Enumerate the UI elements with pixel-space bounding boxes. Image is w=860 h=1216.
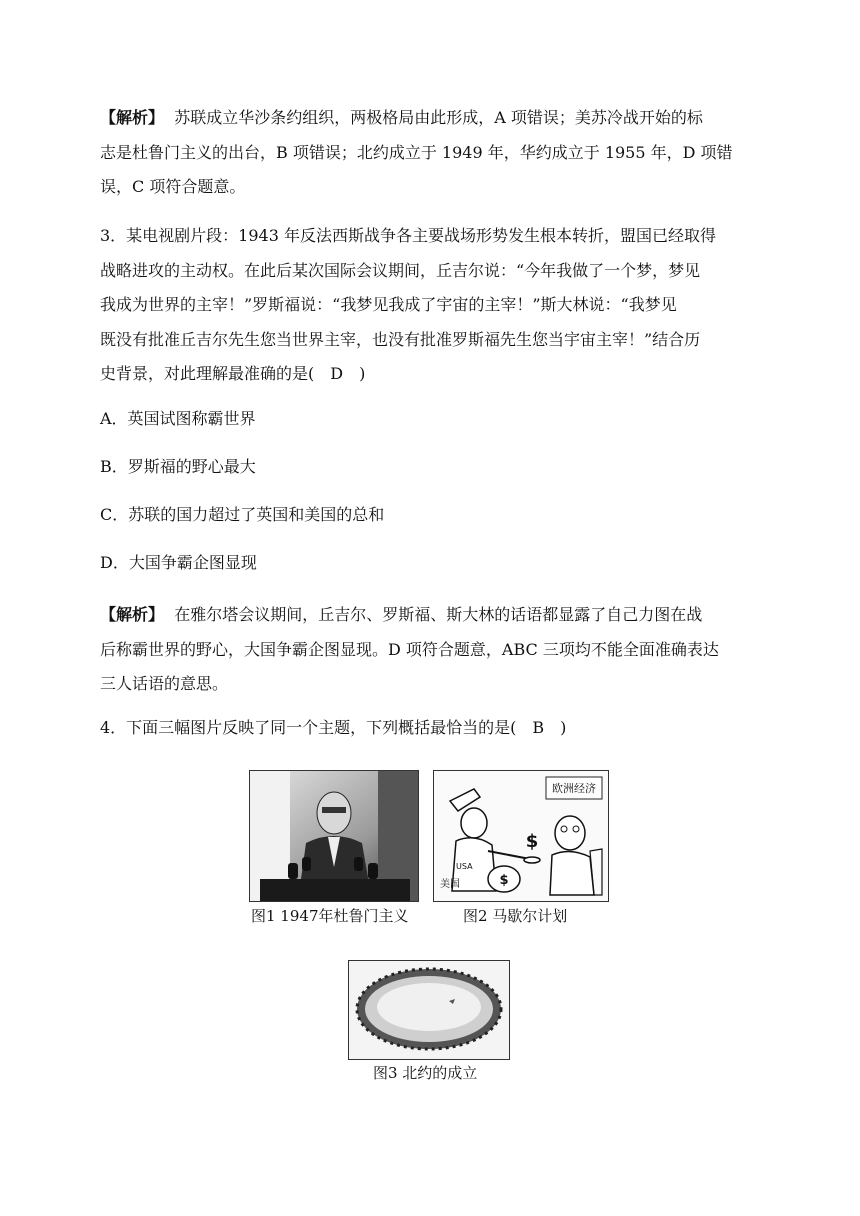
figure-1-caption: 图1 1947年杜鲁门主义 [251,907,409,925]
option-c: C．苏联的国力超过了英国和美国的总和 [100,505,385,524]
figure-1-truman-photo [249,770,419,902]
figure-2-caption: 图2 马歇尔计划 [463,907,568,925]
option-a: A．英国试图称霸世界 [100,409,256,428]
analysis-2-line-2: 后称霸世界的野心，大国争霸企图显现。D 项符合题意，ABC 三项均不能全面准确表达 [100,639,719,659]
america-label: 美国 [440,879,460,890]
figure-3-nato-table [348,960,510,1060]
question-3-line-2: 战略进攻的主动权。在此后某次国际会议期间，丘吉尔说：“今年我做了一个梦，梦见 [100,260,701,280]
analysis-1-line-1: 【解析】 苏联成立华沙条约组织，两极格局由此形成，A 项错误；美苏冷战开始的标 [100,108,703,127]
question-3-line-1: 3．某电视剧片段：1943 年反法西斯战争各主要战场形势发生根本转折，盟国已经取得 [100,226,716,245]
figure-3-caption: 图3 北约的成立 [373,1064,478,1082]
marshall-plan-cartoon-illustration [434,771,608,901]
truman-speech-illustration [250,771,418,901]
question-3 [100,219,760,392]
analysis-label: 【解析】 [100,605,165,624]
question-4-stem: 4．下面三幅图片反映了同一个主题，下列概括最恰当的是( B ) [100,718,567,737]
analysis-1-line-2: 志是杜鲁门主义的出台，B 项错误；北约成立于 1949 年，华约成立于 1955 年，D 项错 [100,142,733,162]
option-d: D．大国争霸企图显现 [100,553,257,572]
analysis-2 [100,598,760,702]
analysis-2-line-1: 【解析】 在雅尔塔会议期间，丘吉尔、罗斯福、斯大林的话语都显露了自己力图在战 [100,605,703,624]
dollar-sign: $ [525,831,539,852]
figure-2-marshall-cartoon [433,770,609,902]
option-b: B．罗斯福的野心最大 [100,457,256,476]
analysis-1 [100,101,760,205]
question-3-line-5: 史背景，对此理解最准确的是( D ) [100,364,366,383]
analysis-label: 【解析】 [100,108,165,127]
svg-text:$: $ [499,873,509,888]
usa-label: USA [456,862,473,871]
nato-round-table-illustration [349,961,509,1059]
analysis-2-line-3: 三人话语的意思。 [100,674,229,693]
cartoon-box-text: 欧洲经济 [552,782,596,795]
question-3-line-3: 我成为世界的主宰！”罗斯福说：“我梦见我成了宇宙的主宰！”斯大林说：“我梦见 [100,295,677,314]
question-3-line-4: 既没有批准丘吉尔先生您当世界主宰，也没有批准罗斯福先生您当宇宙主宰！”结合历 [100,329,701,349]
analysis-1-line-3: 误，C 项符合题意。 [100,177,246,196]
